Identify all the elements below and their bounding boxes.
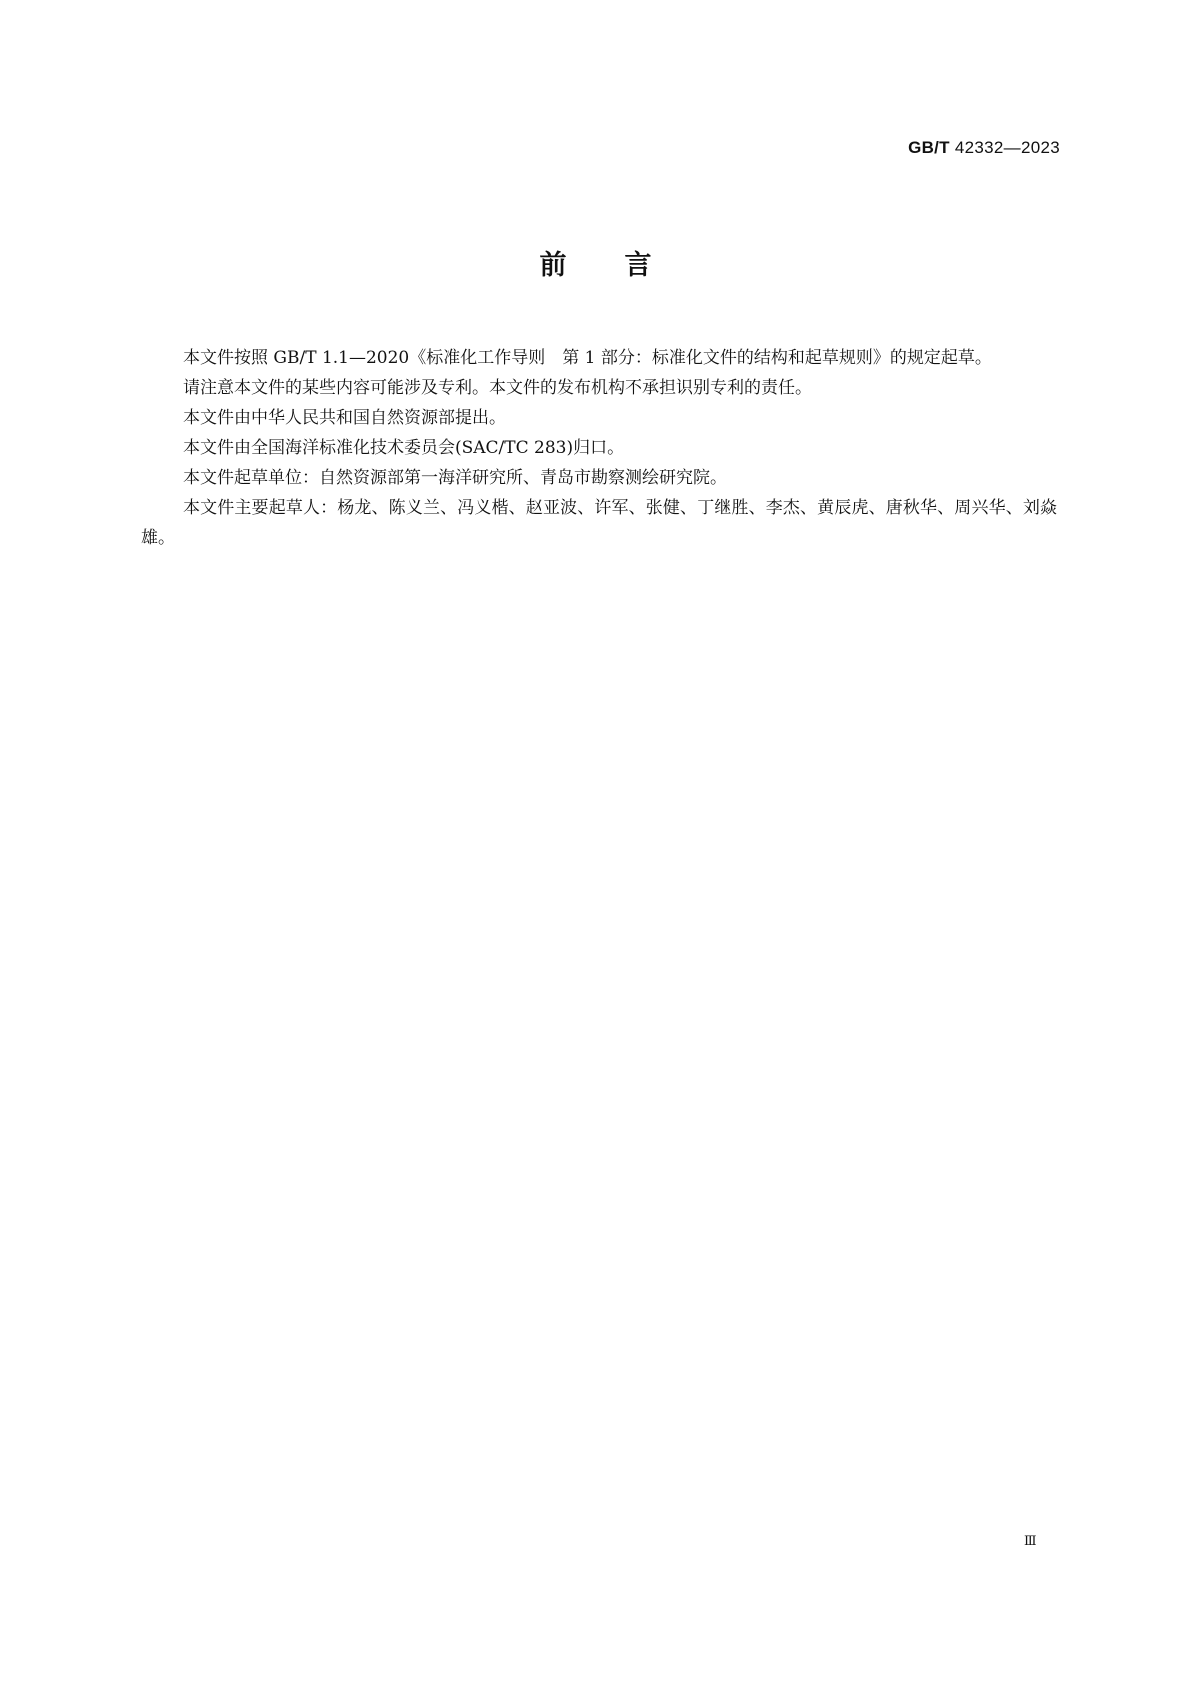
paragraph-proposer: 本文件由中华人民共和国自然资源部提出。	[183, 408, 506, 428]
page-number: Ⅲ	[1024, 1534, 1037, 1549]
standard-year-number: 42332—2023	[954, 138, 1060, 157]
paragraph-responsible-committee: 本文件由全国海洋标准化技术委员会(SAC/TC 283)归口。	[183, 438, 625, 458]
standard-code: GB/T	[908, 138, 950, 157]
paragraph-drafting-rules: 本文件按照 GB/T 1.1—2020《标准化工作导则 第 1 部分：标准化文件的结构和起草规则》的规定起草。	[183, 348, 992, 368]
standard-number	[908, 138, 1060, 158]
paragraph-drafters: 本文件主要起草人：杨龙、陈义兰、冯义楷、赵亚波、许军、张健、丁继胜、李杰、黄辰虎、唐秋华、周兴华、刘焱雄。	[141, 498, 1057, 548]
foreword-body	[141, 343, 1057, 553]
paragraph-drafting-organizations: 本文件起草单位：自然资源部第一海洋研究所、青岛市勘察测绘研究院。	[183, 468, 727, 488]
paragraph-patent-notice: 请注意本文件的某些内容可能涉及专利。本文件的发布机构不承担识别专利的责任。	[183, 378, 812, 398]
page-title: 前言	[539, 250, 710, 281]
